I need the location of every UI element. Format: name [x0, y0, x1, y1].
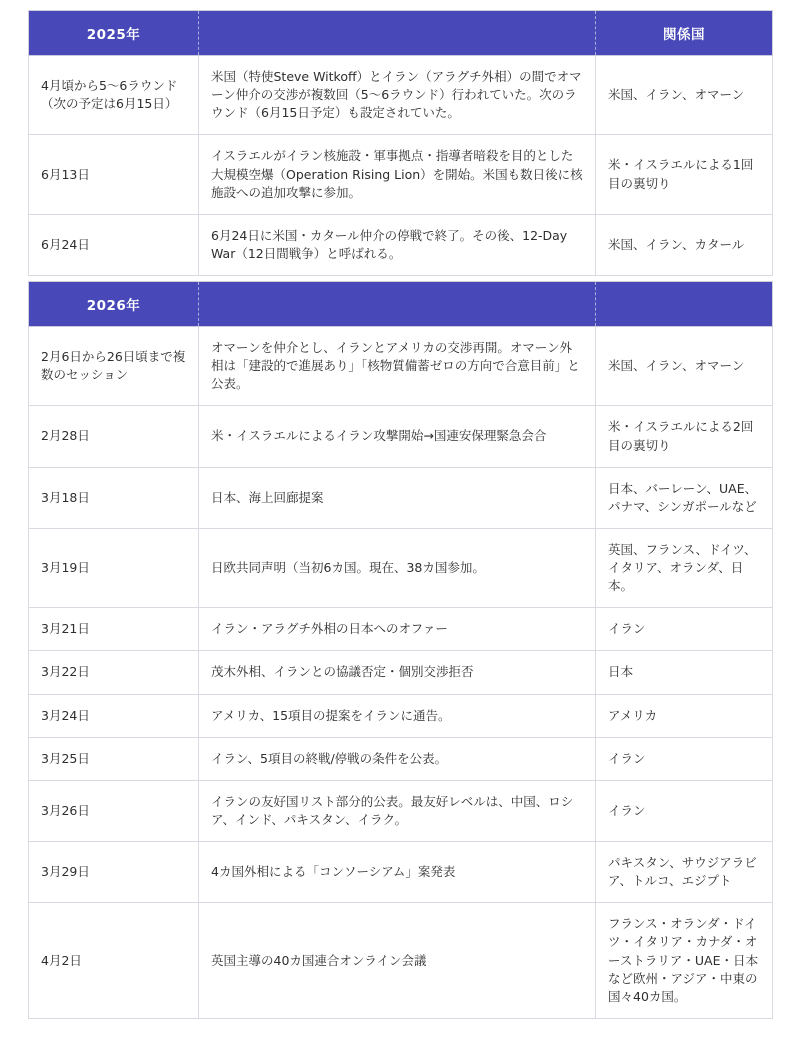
countries-cell: 米国、イラン、カタール	[596, 214, 773, 275]
table-body-2026	[29, 327, 773, 1019]
table-body-2025	[29, 56, 773, 276]
date-cell: 2月6日から26日頃まで複数のセッション	[29, 327, 199, 406]
table-row	[29, 694, 773, 737]
header-row	[29, 11, 773, 56]
event-cell: 茂木外相、イランとの協議否定・個別交渉拒否	[199, 651, 596, 694]
event-cell: オマーンを仲介とし、イランとアメリカの交渉再開。オマーン外相は「建設的で進展あり」「核物質備蓄ゼロの方向で合意目前」と公表。	[199, 327, 596, 406]
table-header-2026	[29, 282, 773, 327]
table-row	[29, 737, 773, 780]
countries-cell: 米・イスラエルによる2回目の裏切り	[596, 406, 773, 467]
table-row	[29, 327, 773, 406]
countries-cell: 英国、フランス、ドイツ、イタリア、オランダ、日本。	[596, 528, 773, 607]
date-cell: 3月29日	[29, 842, 199, 903]
countries-cell: パキスタン、サウジアラビア、トルコ、エジプト	[596, 842, 773, 903]
event-cell: 米国（特使Steve Witkoff）とイラン（アラグチ外相）の間でオマーン仲介の交渉が複数回（5〜6ラウンド）行われていた。次のラウンド（6月15日予定）も設定されていた。	[199, 56, 596, 135]
table-header-2025	[29, 11, 773, 56]
table-row	[29, 56, 773, 135]
date-cell: 3月25日	[29, 737, 199, 780]
countries-header-cell: 関係国	[596, 11, 773, 56]
date-cell: 4月頃から5〜6ラウンド（次の予定は6月15日）	[29, 56, 199, 135]
event-cell: イランの友好国リスト部分的公表。最友好レベルは、中国、ロシア、インド、パキスタン、イラク。	[199, 780, 596, 841]
event-cell: 英国主導の40カ国連合オンライン会議	[199, 903, 596, 1019]
date-cell: 4月2日	[29, 903, 199, 1019]
event-cell: イラン・アラグチ外相の日本へのオファー	[199, 608, 596, 651]
countries-cell: イラン	[596, 737, 773, 780]
date-cell: 3月22日	[29, 651, 199, 694]
date-cell: 3月24日	[29, 694, 199, 737]
countries-cell: 米・イスラエルによる1回目の裏切り	[596, 135, 773, 214]
date-cell: 2月28日	[29, 406, 199, 467]
table-row	[29, 903, 773, 1019]
countries-header-cell	[596, 282, 773, 327]
table-row	[29, 467, 773, 528]
countries-cell: 日本	[596, 651, 773, 694]
event-header-cell	[199, 282, 596, 327]
table-row	[29, 651, 773, 694]
event-cell: 米・イスラエルによるイラン攻撃開始→国連安保理緊急会合	[199, 406, 596, 467]
event-header-cell	[199, 11, 596, 56]
timeline-table-2025	[28, 10, 773, 276]
countries-cell: イラン	[596, 780, 773, 841]
date-cell: 6月24日	[29, 214, 199, 275]
event-cell: 4カ国外相による「コンソーシアム」案発表	[199, 842, 596, 903]
date-cell: 3月26日	[29, 780, 199, 841]
table-row	[29, 135, 773, 214]
table-row	[29, 842, 773, 903]
event-cell: イスラエルがイラン核施設・軍事拠点・指導者暗殺を目的とした大規模空爆（Operation Rising Lion）を開始。米国も数日後に核施設への追加攻撃に参加。	[199, 135, 596, 214]
event-cell: 6月24日に米国・カタール仲介の停戦で終了。その後、12-Day War（12日間戦争）と呼ばれる。	[199, 214, 596, 275]
date-cell: 3月18日	[29, 467, 199, 528]
table-row	[29, 608, 773, 651]
countries-cell: 米国、イラン、オマーン	[596, 327, 773, 406]
countries-cell: イラン	[596, 608, 773, 651]
countries-cell: 米国、イラン、オマーン	[596, 56, 773, 135]
year-header-cell: 2025年	[29, 11, 199, 56]
year-header-cell: 2026年	[29, 282, 199, 327]
event-cell: 日本、海上回廊提案	[199, 467, 596, 528]
table-row	[29, 214, 773, 275]
timeline-table-2026	[28, 281, 773, 1019]
date-cell: 6月13日	[29, 135, 199, 214]
table-row	[29, 780, 773, 841]
date-cell: 3月19日	[29, 528, 199, 607]
event-cell: イラン、5項目の終戦/停戦の条件を公表。	[199, 737, 596, 780]
event-cell: 日欧共同声明（当初6カ国。現在、38カ国参加。	[199, 528, 596, 607]
countries-cell: フランス・オランダ・ドイツ・イタリア・カナダ・オーストラリア・UAE・日本など欧州・アジア・中東の国々40カ国。	[596, 903, 773, 1019]
table-row	[29, 406, 773, 467]
table-row	[29, 528, 773, 607]
date-cell: 3月21日	[29, 608, 199, 651]
countries-cell: アメリカ	[596, 694, 773, 737]
countries-cell: 日本、バーレーン、UAE、パナマ、シンガポールなど	[596, 467, 773, 528]
event-cell: アメリカ、15項目の提案をイランに通告。	[199, 694, 596, 737]
header-row	[29, 282, 773, 327]
